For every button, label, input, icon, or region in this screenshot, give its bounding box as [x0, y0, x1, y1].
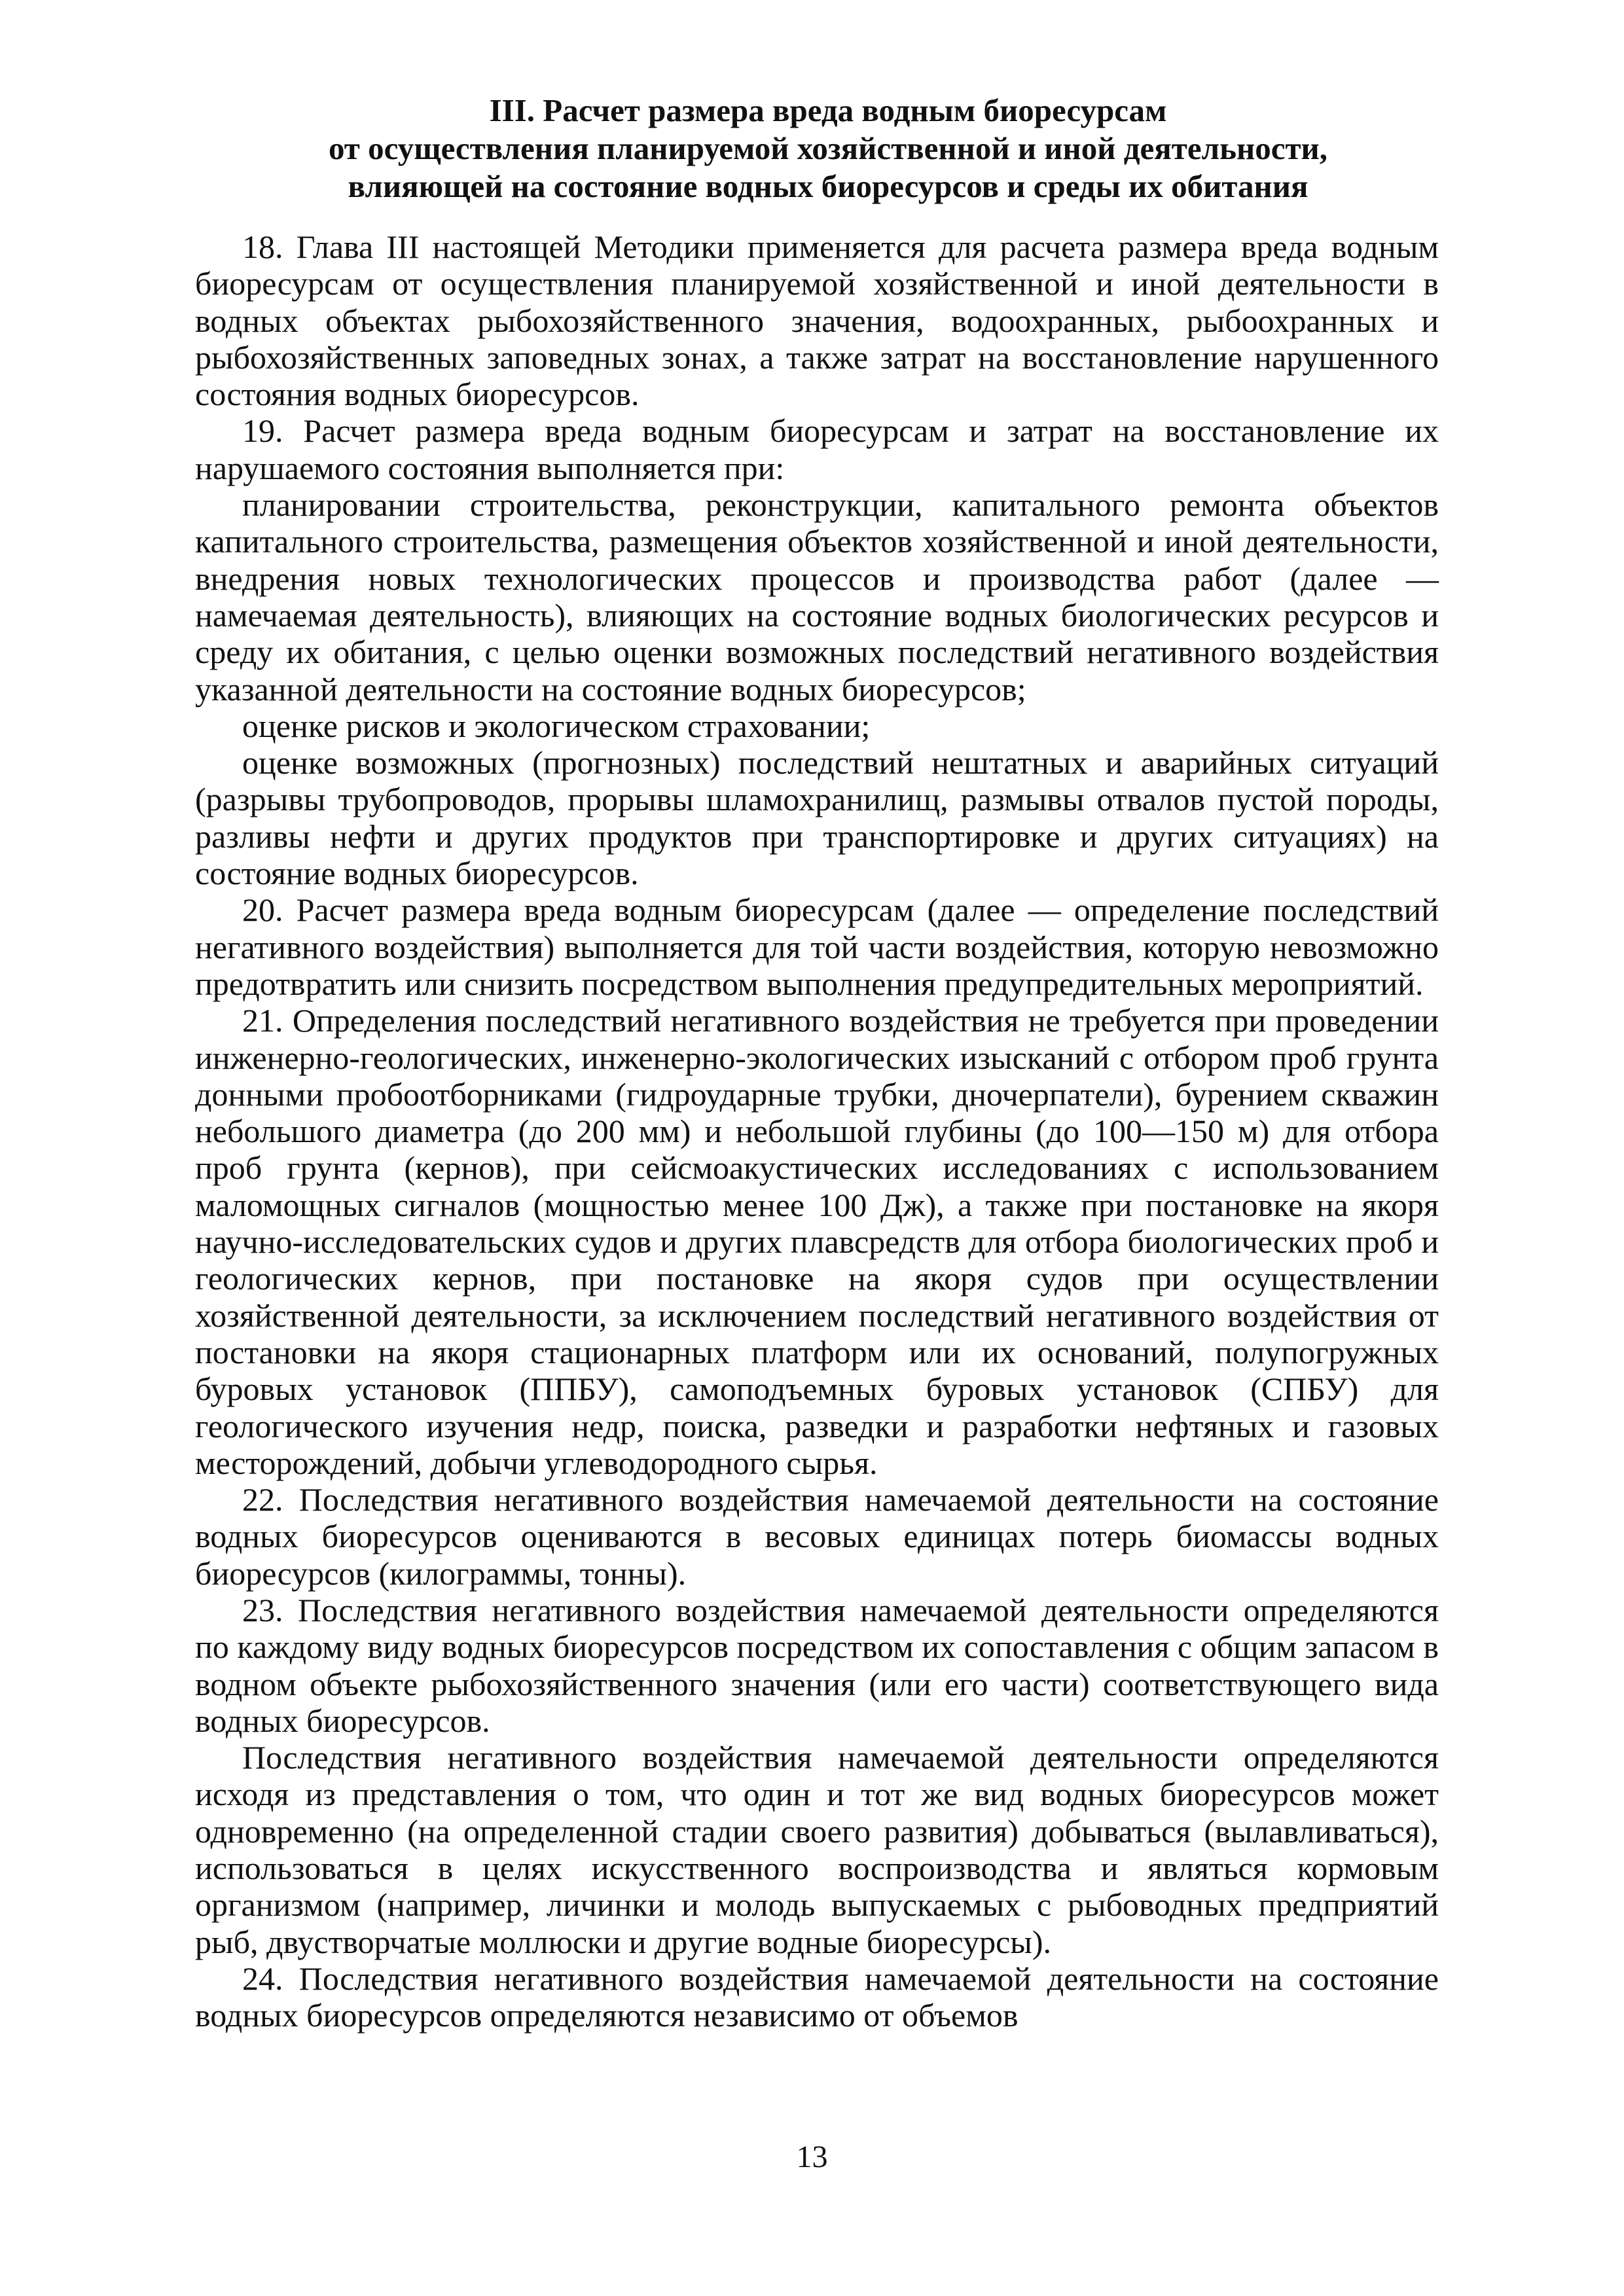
- paragraph-22: 22. Последствия негативного воздействия намечаемой деятельности на состояние водных биоресурсов оцениваются в весовых единицах потерь биомассы водных биоресурсов (килограммы, тонны).: [195, 1481, 1439, 1592]
- heading-line-2: от осуществления планируемой хозяйственной и иной деятельности,: [328, 130, 1328, 166]
- paragraph-24: 24. Последствия негативного воздействия намечаемой деятельности на состояние водных биоресурсов определяются независимо от объемов: [195, 1960, 1439, 2034]
- paragraph-19-item-planning: планировании строительства, реконструкции, капитального ремонта объектов капитального строительства, размещения объектов хозяйственной и иной деятельности, внедрения новых технологических процессов и производства работ (далее — намечаемая деятельность), влияющих на состояние водных биологических ресурсов и среду их обитания, с целью оценки возможных последствий негативного воздействия указанной деятельности на состояние водных биоресурсов;: [195, 486, 1439, 708]
- paragraph-23: 23. Последствия негативного воздействия намечаемой деятельности определяются по каждому виду водных биоресурсов посредством их сопоставления с общим запасом в водном объекте рыбохозяйственного значения (или его части) соответствующего вида водных биоресурсов.: [195, 1591, 1439, 1739]
- paragraph-18: 18. Глава III настоящей Методики применяется для расчета размера вреда водным биоресурсам от осуществления планируемой хозяйственной и иной деятельности в водных объектах рыбохозяйственного значения, водоохранных, рыбоохранных и рыбохозяйственных заповедных зонах, а также затрат на восстановление нарушенного состояния водных биоресурсов.: [195, 228, 1439, 413]
- paragraph-20: 20. Расчет размера вреда водным биоресурсам (далее — определение последствий негативного воздействия) выполняется для той части воздействия, которую невозможно предотвратить или снизить посредством выполнения предупредительных мероприятий.: [195, 891, 1439, 1002]
- section-heading: [216, 92, 1440, 206]
- paragraph-23-continued: Последствия негативного воздействия намечаемой деятельности определяются исходя из представления о том, что один и тот же вид водных биоресурсов может одновременно (на определенной стадии своего развития) добываться (вылавливаться), использоваться в целях искусственного воспроизводства и являться кормовым организмом (например, личинки и молодь выпускаемых с рыбоводных предприятий рыб, двустворчатые моллюски и другие водные биоресурсы).: [195, 1739, 1439, 1960]
- heading-line-3: влияющей на состояние водных биоресурсов и среды их обитания: [348, 168, 1308, 204]
- page-number: 13: [796, 2140, 828, 2174]
- paragraph-21: 21. Определения последствий негативного воздействия не требуется при проведении инженерно-геологических, инженерно-экологических изысканий с отбором проб грунта донными пробоотборниками (гидроударные трубки, дночерпатели), бурением скважин небольшого диаметра (до 200 мм) и небольшой глубины (до 100—150 м) для отбора проб грунта (кернов), при сейсмоакустических исследованиях с использованием маломощных сигналов (мощностью менее 100 Дж), а также при постановке на якоря научно-исследовательских судов и других плавсредств для отбора биологических проб и геологических кернов, при постановке на якоря судов при осуществлении хозяйственной деятельности, за исключением последствий негативного воздействия от постановки на якоря стационарных платформ или их оснований, полупогружных буровых установок (ППБУ), самоподъемных буровых установок (СПБУ) для геологического изучения недр, поиска, разведки и разработки нефтяных и газовых месторождений, добычи углеводородного сырья.: [195, 1002, 1439, 1481]
- paragraph-19: 19. Расчет размера вреда водным биоресурсам и затрат на восстановление их нарушаемого состояния выполняется при:: [195, 412, 1439, 486]
- heading-line-1: III. Расчет размера вреда водным биоресурсам: [489, 92, 1167, 128]
- paragraph-19-item-risk: оценке рисков и экологическом страховании;: [242, 707, 871, 744]
- body-text: [195, 228, 1439, 2034]
- paragraph-19-item-emergency: оценке возможных (прогнозных) последствий нештатных и аварийных ситуаций (разрывы трубопроводов, прорывы шламохранилищ, размывы отвалов пустой породы, разливы нефти и других продуктов при транспортировке и других ситуациях) на состояние водных биоресурсов.: [195, 744, 1439, 892]
